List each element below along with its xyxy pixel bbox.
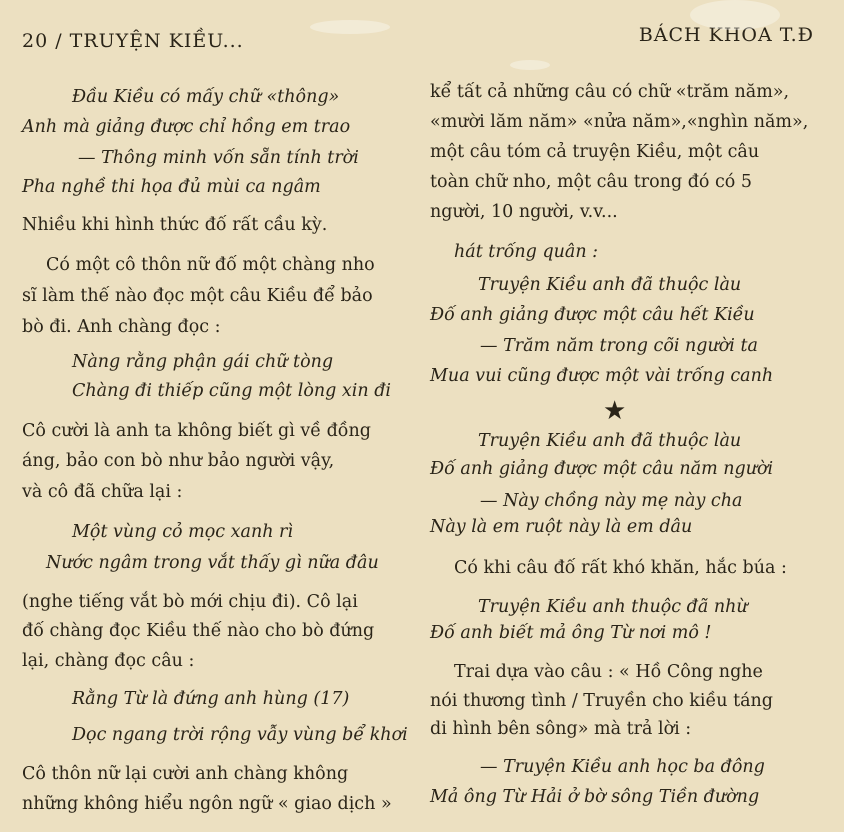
verse-line: Đầu Kiều có mấy chữ «thông» — [72, 87, 340, 107]
paragraph-line: Trai dựa vào câu : « Hồ Công nghe — [454, 662, 763, 682]
verse-line: Chàng đi thiếp cũng một lòng xin đi — [72, 381, 392, 401]
paragraph-line: toàn chữ nho, một câu trong đó có 5 — [430, 172, 753, 192]
star-separator: ★ — [603, 396, 627, 426]
paper-scratch — [310, 20, 390, 34]
paragraph-line: và cô đã chữa lại : — [22, 482, 183, 502]
verse-line: Truyện Kiều anh đã thuộc làu — [478, 275, 742, 295]
verse-line: — Trăm năm trong cõi người ta — [480, 336, 758, 356]
page-header-right: BÁCH KHOA T.Đ — [638, 24, 814, 46]
paragraph-line: một câu tóm cả truyện Kiều, một câu — [430, 142, 760, 162]
verse-line: Mả ông Từ Hải ở bờ sông Tiền đường — [430, 787, 760, 807]
paper-scratch — [510, 60, 550, 70]
verse-line: Nước ngâm trong vắt thấy gì nữa đâu — [46, 553, 379, 573]
paragraph-line: Nhiều khi hình thức đố rất cầu kỳ. — [22, 215, 328, 235]
paragraph-line: áng, bảo con bò như bảo người vậy, — [22, 451, 335, 471]
verse-line: Đố anh biết mả ông Từ nơi mô ! — [430, 623, 712, 643]
page-header-left: 20 / TRUYỆN KIỀU... — [22, 30, 244, 52]
verse-line: — Thông minh vốn sẵn tính trời — [78, 148, 359, 168]
paragraph-line: Có khi câu đố rất khó khăn, hắc búa : — [454, 558, 787, 578]
paragraph-line: kể tất cả những câu có chữ «trăm năm», — [430, 82, 790, 102]
paragraph-line: lại, chàng đọc câu : — [22, 651, 195, 671]
paragraph-line: sĩ làm thế nào đọc một câu Kiều để bảo — [22, 286, 373, 306]
verse-line: Đố anh giảng được một câu hết Kiều — [430, 305, 755, 325]
verse-line: Truyện Kiều anh đã thuộc làu — [478, 431, 742, 451]
verse-line: Đố anh giảng được một câu năm người — [430, 459, 774, 479]
paragraph-line: (nghe tiếng vắt bò mới chịu đi). Cô lại — [22, 592, 358, 612]
verse-line: Một vùng cỏ mọc xanh rì — [72, 522, 294, 542]
verse-line: Dọc ngang trời rộng vẫy vùng bể khơi — [72, 725, 408, 745]
verse-line: Truyện Kiều anh thuộc đã nhừ — [478, 597, 748, 617]
verse-line: Mua vui cũng được một vài trống canh — [430, 366, 774, 386]
paragraph-line: nói thương tình / Truyền cho kiều táng — [430, 691, 774, 711]
verse-line: Anh mà giảng được chỉ hồng em trao — [22, 117, 351, 137]
paragraph-line: Cô thôn nữ lại cười anh chàng không — [22, 764, 349, 784]
section-heading: hát trống quân : — [454, 242, 599, 262]
verse-line: Nàng rằng phận gái chữ tòng — [72, 352, 334, 372]
paragraph-line: bò đi. Anh chàng đọc : — [22, 317, 221, 337]
verse-line: — Này chồng này mẹ này cha — [480, 491, 743, 511]
paragraph-line: Cô cười là anh ta không biết gì về đồng — [22, 421, 371, 441]
verse-line: Pha nghề thi họa đủ mùi ca ngâm — [22, 177, 321, 197]
verse-line: Rằng Từ là đứng anh hùng (17) — [72, 689, 350, 709]
paragraph-line: người, 10 người, v.v... — [430, 202, 618, 222]
paragraph-line: «mười lăm năm» «nửa năm»,«nghìn năm», — [430, 112, 809, 132]
paragraph-line: Có một cô thôn nữ đố một chàng nho — [46, 255, 375, 275]
paragraph-line: những không hiểu ngôn ngữ « giao dịch » — [22, 794, 392, 814]
paper-scratch — [690, 0, 780, 30]
verse-line: Này là em ruột này là em dâu — [430, 517, 693, 537]
paragraph-line: di hình bên sông» mà trả lời : — [430, 719, 692, 739]
verse-line: — Truyện Kiều anh học ba đông — [480, 757, 765, 777]
paragraph-line: đố chàng đọc Kiều thế nào cho bò đứng — [22, 621, 375, 641]
